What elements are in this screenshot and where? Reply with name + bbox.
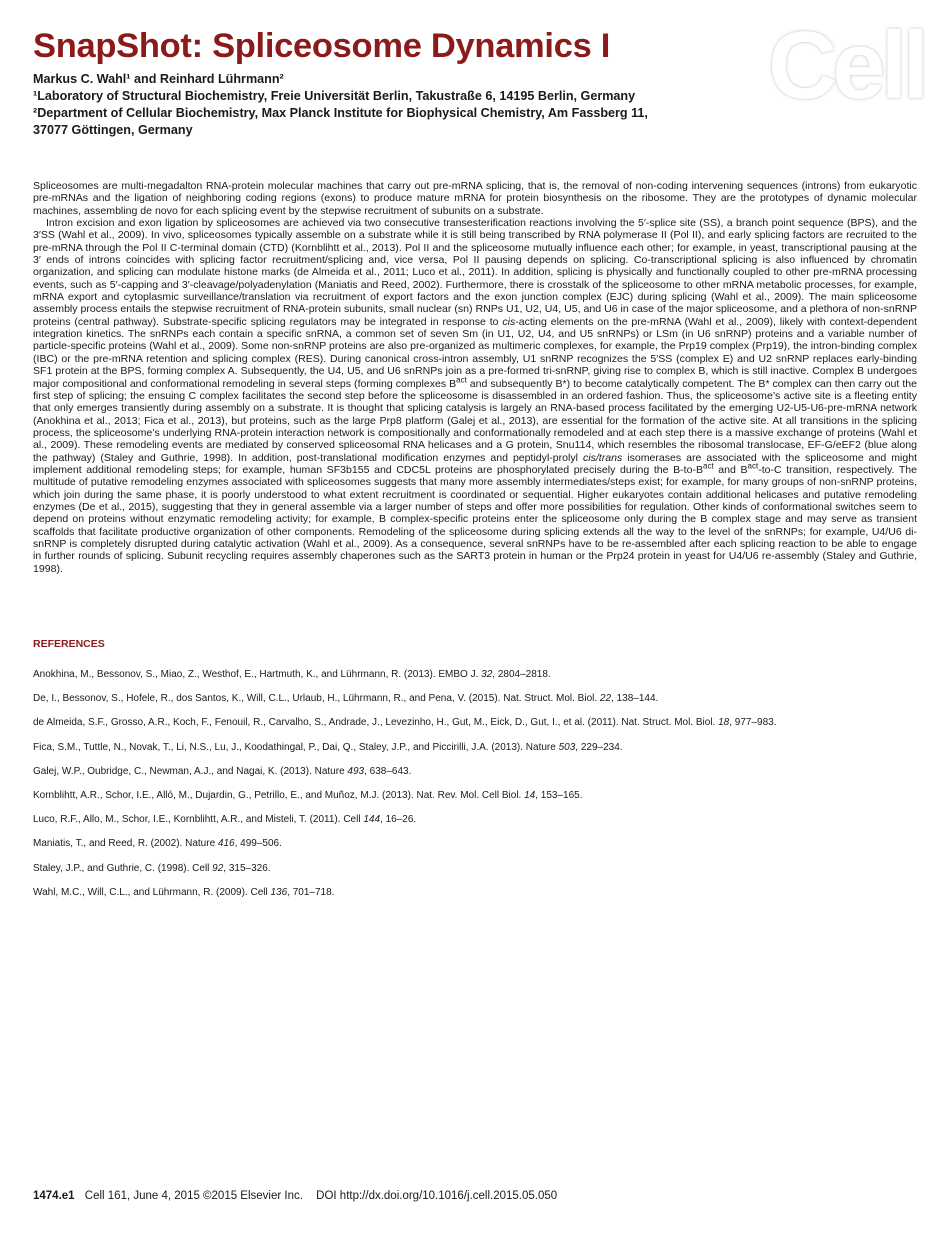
italic-term: cis/trans <box>582 451 623 464</box>
italic-term: cis <box>502 315 516 328</box>
reference-pages: , 229–234. <box>575 741 623 753</box>
reference-volume: 14 <box>524 789 536 801</box>
reference-list <box>33 669 917 911</box>
reference-item <box>33 766 917 778</box>
reference-item <box>33 717 917 729</box>
reference-text: Anokhina, M., Bessonov, S., Miao, Z., Westhof, E., Hartmuth, K., and Lührmann, R. (2013). EMBO J. <box>33 669 482 680</box>
reference-pages: , 153–165. <box>535 789 583 801</box>
reference-volume: 493 <box>347 765 365 777</box>
reference-volume: 92 <box>212 862 224 874</box>
doi-link[interactable]: DOI http://dx.doi.org/10.1016/j.cell.2015.05.050 <box>316 1190 558 1202</box>
text-run: -acting elements on the pre-mRNA (Wahl et al., 2009), likely with context-dependent integration kinetics. The snRNPs each contain a specific snRNA, a common set of seven Sm (in U1, U2, U4, and U5 snRNPs) or LSm (in U6 snRNP) proteins and a variable number of particle-specific proteins (Wahl et al., 2009). Some non-snRNP proteins are also pre-organized as multimeric complexes, for example, the Prp19 complex (Prp19), the intron-binding complex (IBC) or the pre-mRNA retention and splicing complex (RES). During canonical cross-intron assembly, U1 snRNP recognizes the 5′SS (complex E) and U2 snRNP replaces early-binding SF1 protein at the BPS, forming complex A. Subsequently, the U4, U5, and U6 snRNPs join as a pre-formed tri-snRNP, giving rise to complex B, which is still inactive. Complex B undergoes major compositional and conformational remodeling in several steps (forming complexes B <box>33 315 917 390</box>
reference-pages: , 138–144. <box>611 693 659 705</box>
reference-volume: 18 <box>718 717 730 729</box>
superscript: act <box>747 461 759 471</box>
page-number: 1474.e1 <box>33 1190 75 1202</box>
reference-text: De, I., Bessonov, S., Hofele, R., dos Santos, K., Will, C.L., Urlaub, H., Lührmann, R., and Pena, V. (2015). Nat. Struct. Mol. Biol. <box>33 693 600 705</box>
reference-item <box>33 814 917 826</box>
text-run: isomerases are associated with the spliceosome and might implement additional remodeling steps; for example, human SF3b155 and CDC5L proteins are phosphorylated precisely during the B-to-B <box>33 451 917 476</box>
text-run: and subsequently B*) to become catalytically competent. The B* complex can then carry out the first step of splicing; the ensuing C complex facilitates the second step before the spliceosome is disassembled in an ordered fashion. Thus, the spliceosome’s active site is a fleeting entity that only emerges transiently during assembly on a substrate. It is thought that splicing catalysis is largely an RNA-based process facilitated by the emerging U2-U5-U6-pre-mRNA network (Anokhina et al., 2013; Fica et al., 2013), but proteins, such as the large Prp8 platform (Galej et al., 2013), are essential for the formation of the active site. At all transitions in the splicing process, the spliceosome’s underlying RNA-protein interaction network is compositionally and conformationally remodeled and at each step there is a massive exchange of proteins (Wahl et al., 2009). These remodeling events are mediated by conserved spliceosomal RNA helicases and a G protein, Snu114, which resembles the ribosomal translocase, EF-G/eEF2 (blue along the pathway) (Staley and Guthrie, 1998). In addition, post-translational modification enzymes and peptidyl-prolyl <box>33 377 917 464</box>
reference-volume: 136 <box>270 886 288 898</box>
article-title: SnapShot: Spliceosome Dynamics I <box>33 27 611 65</box>
reference-text: Kornblihtt, A.R., Schor, I.E., Alló, M., Dujardin, G., Petrillo, E., and Muñoz, M.J. (2013). Nat. Rev. Mol. Cell Biol. <box>33 789 525 801</box>
reference-pages: , 315–326. <box>223 862 271 874</box>
reference-text: Fica, S.M., Tuttle, N., Novak, T., Li, N.S., Lu, J., Koodathingal, P., Dai, Q., Staley, J.P., and Piccirilli, J.A. (2013). Nature <box>33 741 559 753</box>
author-list: Markus C. Wahl¹ and Reinhard Lührmann² <box>33 72 284 86</box>
reference-text: Staley, J.P., and Guthrie, C. (1998). Cell <box>33 862 213 874</box>
affiliation-2: ²Department of Cellular Biochemistry, Max Planck Institute for Biophysical Chemistry, Am Fassberg 11, <box>33 106 648 120</box>
text-run: Intron excision and exon ligation by spliceosomes are achieved via two consecutive transesterification reactions involving the 5′-splice site (SS), a branch point sequence (BPS), and the 3′SS (Wahl et al., 2009). In vivo, spliceosomes typically assemble on a substrate while it is still being transcribed by RNA polymerase II (Pol II), and early splicing factors are recruited to the pre-mRNA through the Pol II C-terminal domain (CTD) (Kornblihtt et al., 2013). Pol II and the spliceosome mutually influence each other; for example, in yeast, transcriptional pausing at the 3′ ends of introns coincides with splicing factor recruitment/splicing and, vice versa, Pol II pausing depends on splicing. Co-transcriptional splicing is also influenced by chromatin organization, and splicing can modulate histone marks (de Almeida et al., 2011; Luco et al., 2011). In addition, splicing is physically and functionally coupled to other pre-mRNA processing events, such as 5′-capping and 3′-cleavage/polyadenylation (Maniatis and Reed, 2002). Furthermore, there is crosstalk of the spliceosome to other mRNA metabolic processes, for example, mRNA export and cytoplasmic surveillance/translation via recruitment of export factors and the exon junction complex (EJC) during splicing (Wahl et al., 2009). The main spliceosome assembly process entails the stepwise recruitment of RNA-protein subunits, small nuclear (sn) RNPs U1, U2, U4, U5, and U6 in case of the major spliceosome, and a plethora of non-snRNP proteins (central pathway). Substrate-specific splicing regulators may be integrated in response to <box>33 217 917 328</box>
article-header <box>33 26 753 139</box>
reference-volume: 503 <box>558 741 576 753</box>
references-heading: REFERENCES <box>33 638 105 650</box>
reference-pages: , 977–983. <box>729 717 777 729</box>
reference-item <box>33 863 917 875</box>
reference-item <box>33 669 917 681</box>
reference-pages: , 499–506. <box>234 838 282 850</box>
reference-item <box>33 790 917 802</box>
superscript: act <box>703 461 714 471</box>
reference-volume: 22 <box>599 693 612 705</box>
reference-item <box>33 887 917 899</box>
reference-item <box>33 742 917 754</box>
reference-item <box>33 838 917 850</box>
affiliation-1: ¹Laboratory of Structural Biochemistry, Freie Universität Berlin, Takustraße 6, 14195 Berlin, Germany <box>33 89 636 103</box>
reference-pages: , 16–26. <box>380 814 417 826</box>
reference-text: Wahl, M.C., Will, C.L., and Lührmann, R. (2009). Cell <box>33 886 271 898</box>
reference-volume: 416 <box>217 838 235 850</box>
reference-item <box>33 693 917 705</box>
reference-pages: , 638–643. <box>364 765 412 777</box>
reference-text: Maniatis, T., and Reed, R. (2002). Nature <box>33 838 218 850</box>
superscript: act <box>456 374 467 384</box>
abstract-paragraph-1: Spliceosomes are multi-megadalton RNA-protein molecular machines that carry out pre-mRNA splicing, that is, the removal of non-coding intervening sequences (introns) from eukaryotic pre-mRNAs and the ligation of neighboring coding regions (exons) to produce mature mRNA for protein biosynthesis on the ribosome. They are the prototypes of dynamic molecular machines, assembling de novo for each splicing event by the stepwise recruitment of subunits on a substrate. <box>33 180 917 217</box>
abstract-paragraph-2 <box>33 217 917 575</box>
reference-pages: , 701–718. <box>287 886 335 898</box>
text-run: and B <box>713 463 748 476</box>
journal-citation: Cell 161, June 4, 2015 ©2015 Elsevier Inc. <box>84 1190 303 1202</box>
text-run: -to-C transition, respectively. The multitude of putative remodeling enzymes associated with spliceosomes suggests that many more assembly intermediates/steps exist; for example, for many groups of non-snRNP proteins, which join during the same phase, it is poorly understood to what extent recruitment is coordinated or sequential. Higher eukaryotes contain additional helicases and putative remodeling enzymes (De et al., 2015), suggesting that they in general assemble via a larger number of steps and offer more possibilities for regulation. Other kinds of conformational switches seem to depend on proteins without enzymatic remodeling activity; for example, B complex-specific proteins enter the spliceosome only during the B complex stage and may serve as transient scaffolds that facilitate productive organization of other components. Remodeling of the spliceosome during splicing extends all the way to the level of the snRNPs; for example, U4/U6 di-snRNP is completely disrupted during catalytic activation (Wahl et al., 2009). As a consequence, several snRNPs have to be re-assembled after each splicing reaction to be able to engage in further rounds of splicing. Subunit recycling requires assembly chaperones such as the SART3 protein in human or the Prp24 protein in yeast for U4/U6 re-assembly (Staley and Guthrie, 1998). <box>33 463 917 575</box>
reference-pages: , 2804–2818. <box>492 669 551 680</box>
abstract-body <box>33 180 917 575</box>
reference-text: Luco, R.F., Allo, M., Schor, I.E., Kornblihtt, A.R., and Misteli, T. (2011). Cell <box>33 814 364 826</box>
page-footer <box>33 1190 557 1202</box>
reference-text: de Almeida, S.F., Grosso, A.R., Koch, F., Fenouil, R., Carvalho, S., Andrade, J., Levezinho, H., Gut, M., Eick, D., Gut, I., et al. (2011). Nat. Struct. Mol. Biol. <box>33 717 719 729</box>
journal-logo: Cell <box>767 12 924 119</box>
reference-volume: 32 <box>481 669 493 680</box>
reference-volume: 144 <box>363 814 381 826</box>
affiliation-2-cont: 37077 Göttingen, Germany <box>33 123 193 137</box>
reference-text: Galej, W.P., Oubridge, C., Newman, A.J., and Nagai, K. (2013). Nature <box>33 765 348 777</box>
